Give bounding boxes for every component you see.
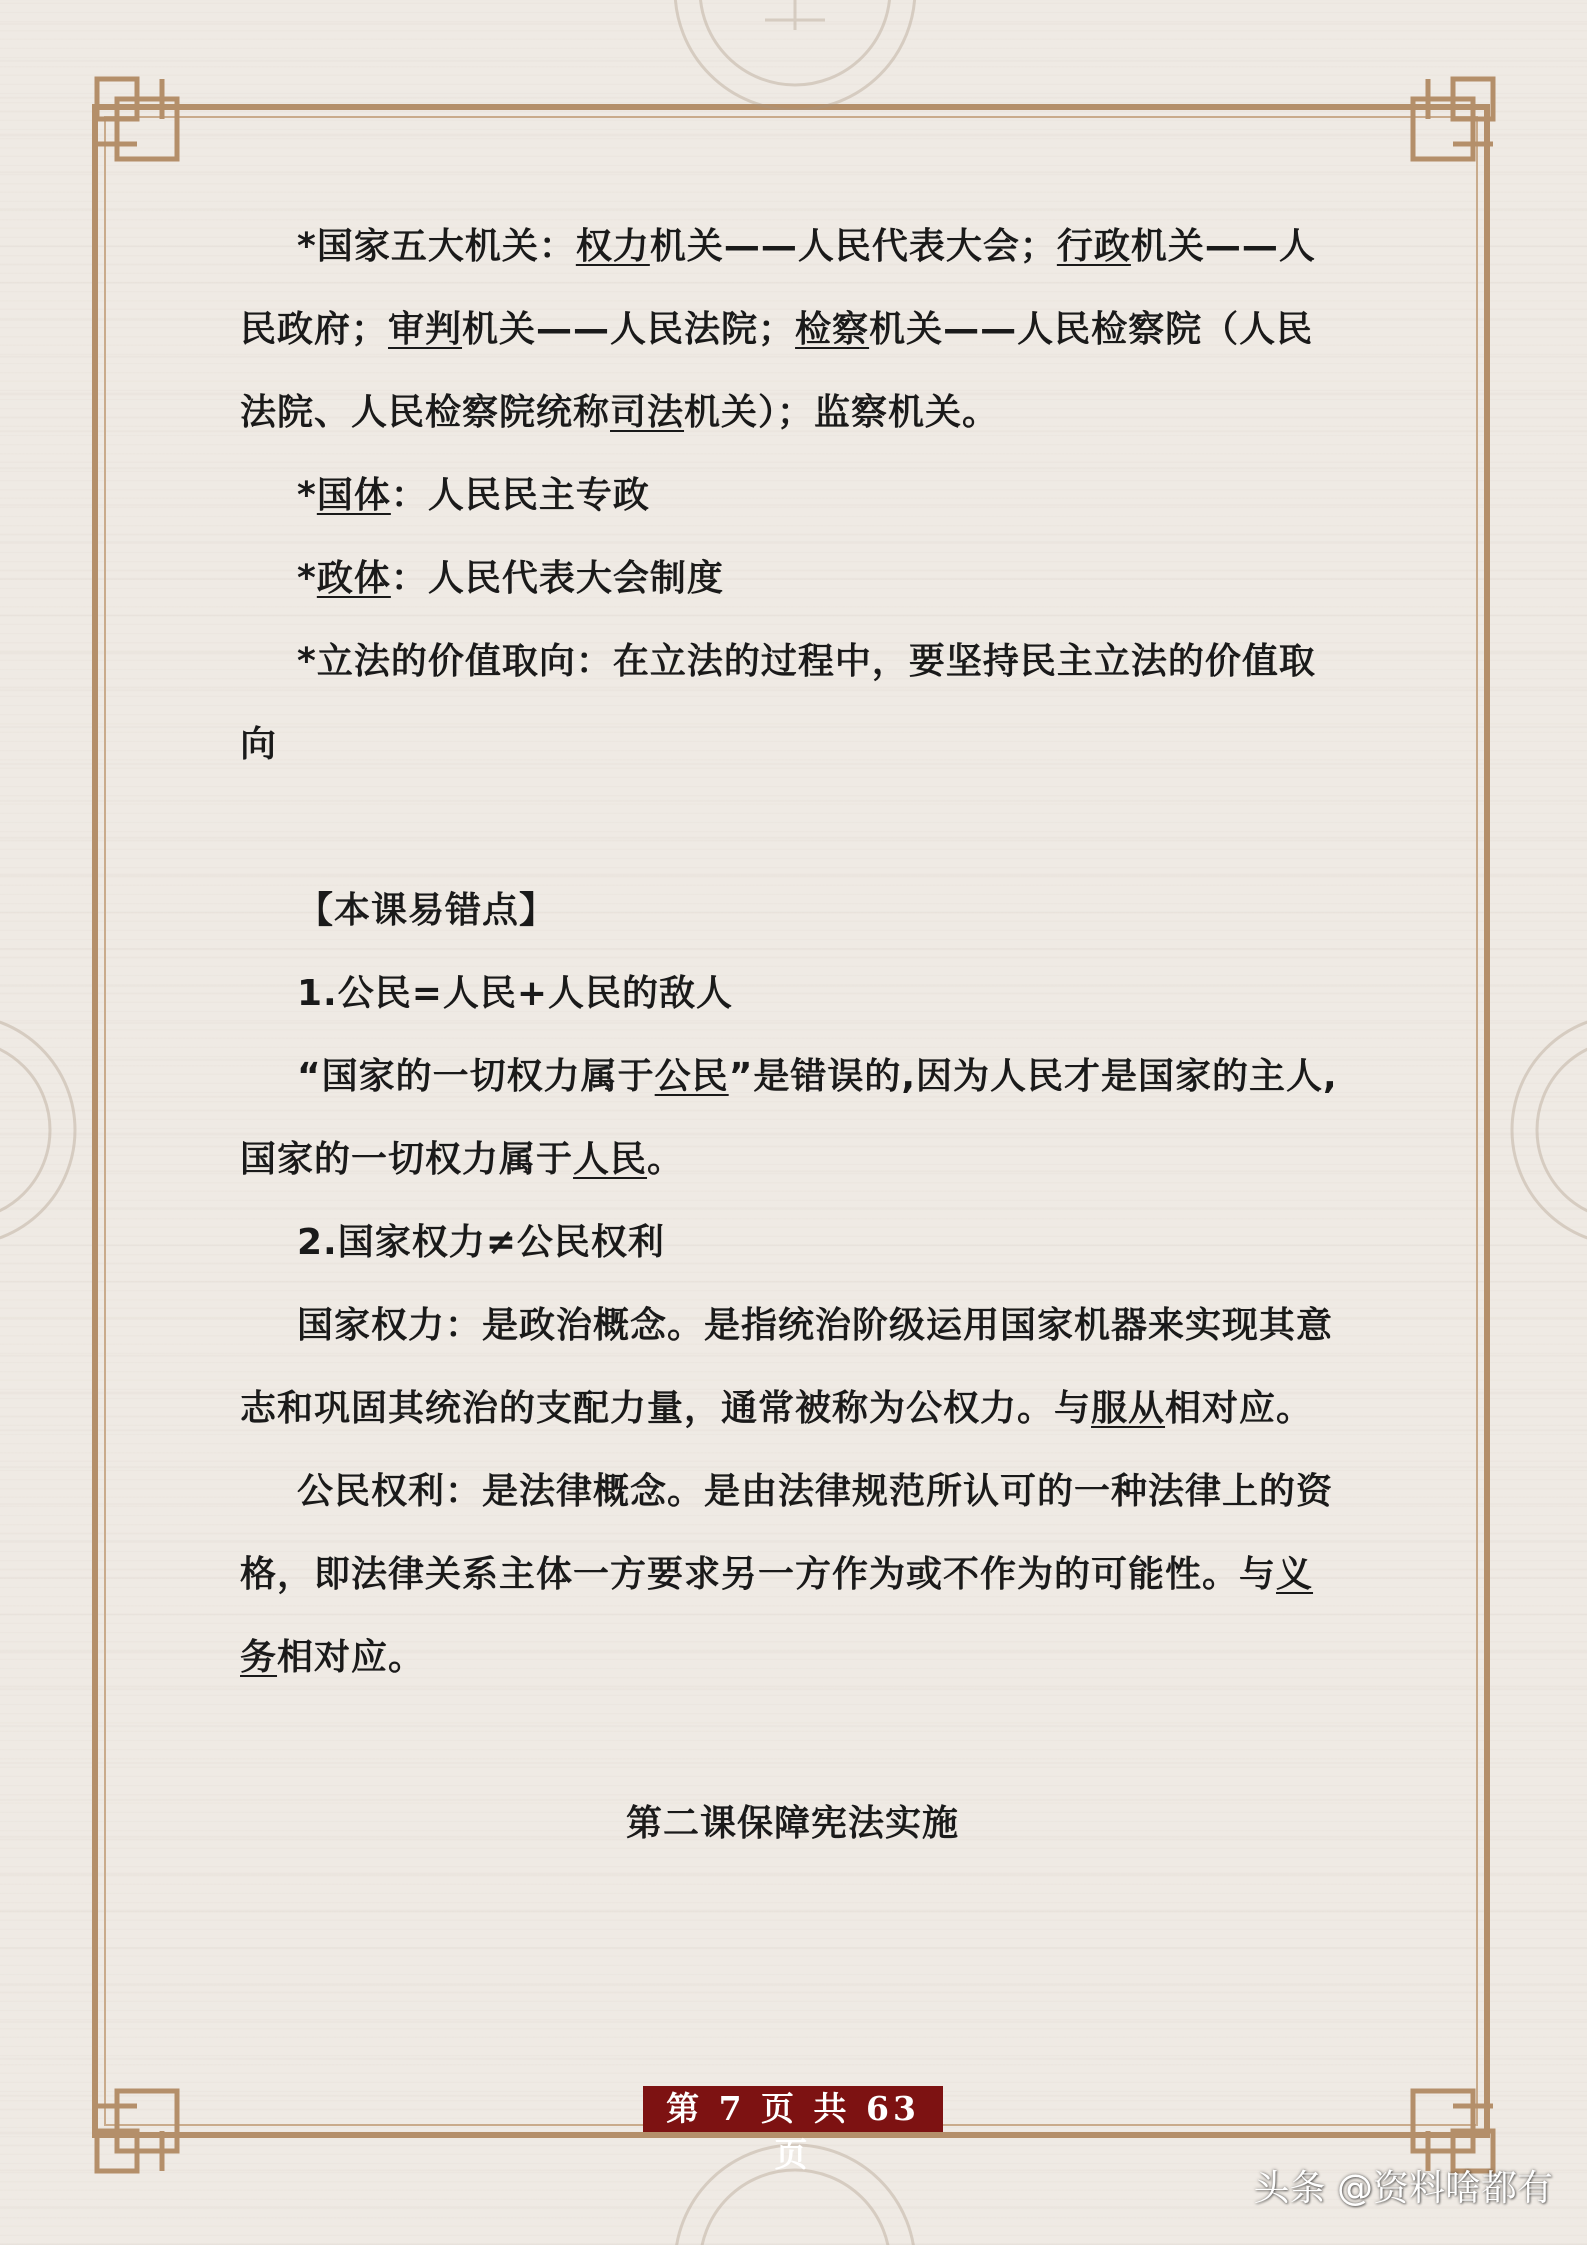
text-span: * [297, 558, 317, 599]
underlined-term: 司法 [610, 392, 685, 433]
text-span: * [297, 475, 317, 516]
paragraph-five-organs [240, 205, 1345, 454]
text-span: 机关）；监察机关。 [684, 392, 1000, 433]
paragraph-state-system [240, 454, 1345, 537]
text-span: 公民权利：是法律概念。是由法律规范所认可的一种法律上的资格，即法律关系主体一方要求另一方作为或不作为的可能性。与 [240, 1471, 1334, 1595]
medallion-right [1507, 1000, 1587, 1260]
text-span: “国家的一切权力属于 [297, 1056, 655, 1097]
underlined-term: 审判 [388, 309, 463, 350]
text-span: ：人民民主专政 [390, 475, 650, 516]
text-span: 。 [647, 1139, 685, 1180]
medallion-top [645, 0, 945, 110]
document-body [240, 205, 1345, 1865]
underlined-term: 服从 [1091, 1388, 1166, 1429]
text-span: *国家五大机关： [297, 226, 576, 267]
corner-ornament-top-right [1388, 74, 1498, 184]
section-title: 第二课保障宪法实施 [625, 1803, 959, 1844]
item-2-title: 2.国家权力≠公民权利 [297, 1222, 665, 1263]
paragraph-government-system [240, 537, 1345, 620]
section-heading-mistakes: 【本课易错点】 [297, 890, 557, 931]
medallion-left [0, 1000, 80, 1260]
source-watermark: 头条 @资料啥都有 [1253, 2168, 1553, 2209]
underlined-term: 检察 [795, 309, 870, 350]
item-1-body [240, 1035, 1345, 1201]
text-span: ”是错误的,因为人民才是国家的主人,国家的一切权力属于 [240, 1056, 1338, 1180]
text-span: 机关——人民法院； [462, 309, 796, 350]
underlined-term: 公民 [654, 1056, 729, 1097]
text-span: 机关——人民政府； [240, 226, 1316, 350]
corner-ornament-bottom-left [92, 2066, 202, 2176]
text-span: 机关——人民检察院（人民法院、人民检察院统称 [240, 309, 1314, 433]
item-2-body-citizen-rights [240, 1450, 1345, 1699]
text-span: 相对应。 [277, 1637, 426, 1678]
page-number-badge: 第 7 页 共 63 页 [643, 2086, 943, 2132]
text-span: 机关——人民代表大会； [649, 226, 1057, 267]
item-2-body-state-power [240, 1284, 1345, 1450]
item-1-title: 1.公民=人民+人民的敌人 [297, 973, 734, 1014]
underlined-term: 权力 [575, 226, 650, 267]
underlined-term: 义务 [240, 1554, 1314, 1678]
text-span: 相对应。 [1165, 1388, 1314, 1429]
underlined-term: 人民 [573, 1139, 648, 1180]
text-span: 国家权力：是政治概念。是指统治阶级运用国家机器来实现其意志和巩固其统治的支配力量，通常被称为公权力。与 [240, 1305, 1334, 1429]
underlined-term: 政体 [316, 558, 391, 599]
corner-ornament-top-left [92, 74, 202, 184]
underlined-term: 行政 [1056, 226, 1131, 267]
underlined-term: 国体 [316, 475, 391, 516]
text-span: ：人民代表大会制度 [390, 558, 724, 599]
paragraph-legislation-value [240, 620, 1345, 786]
text-span: *立法的价值取向：在立法的过程中，要坚持民主立法的价值取向 [240, 641, 1316, 765]
